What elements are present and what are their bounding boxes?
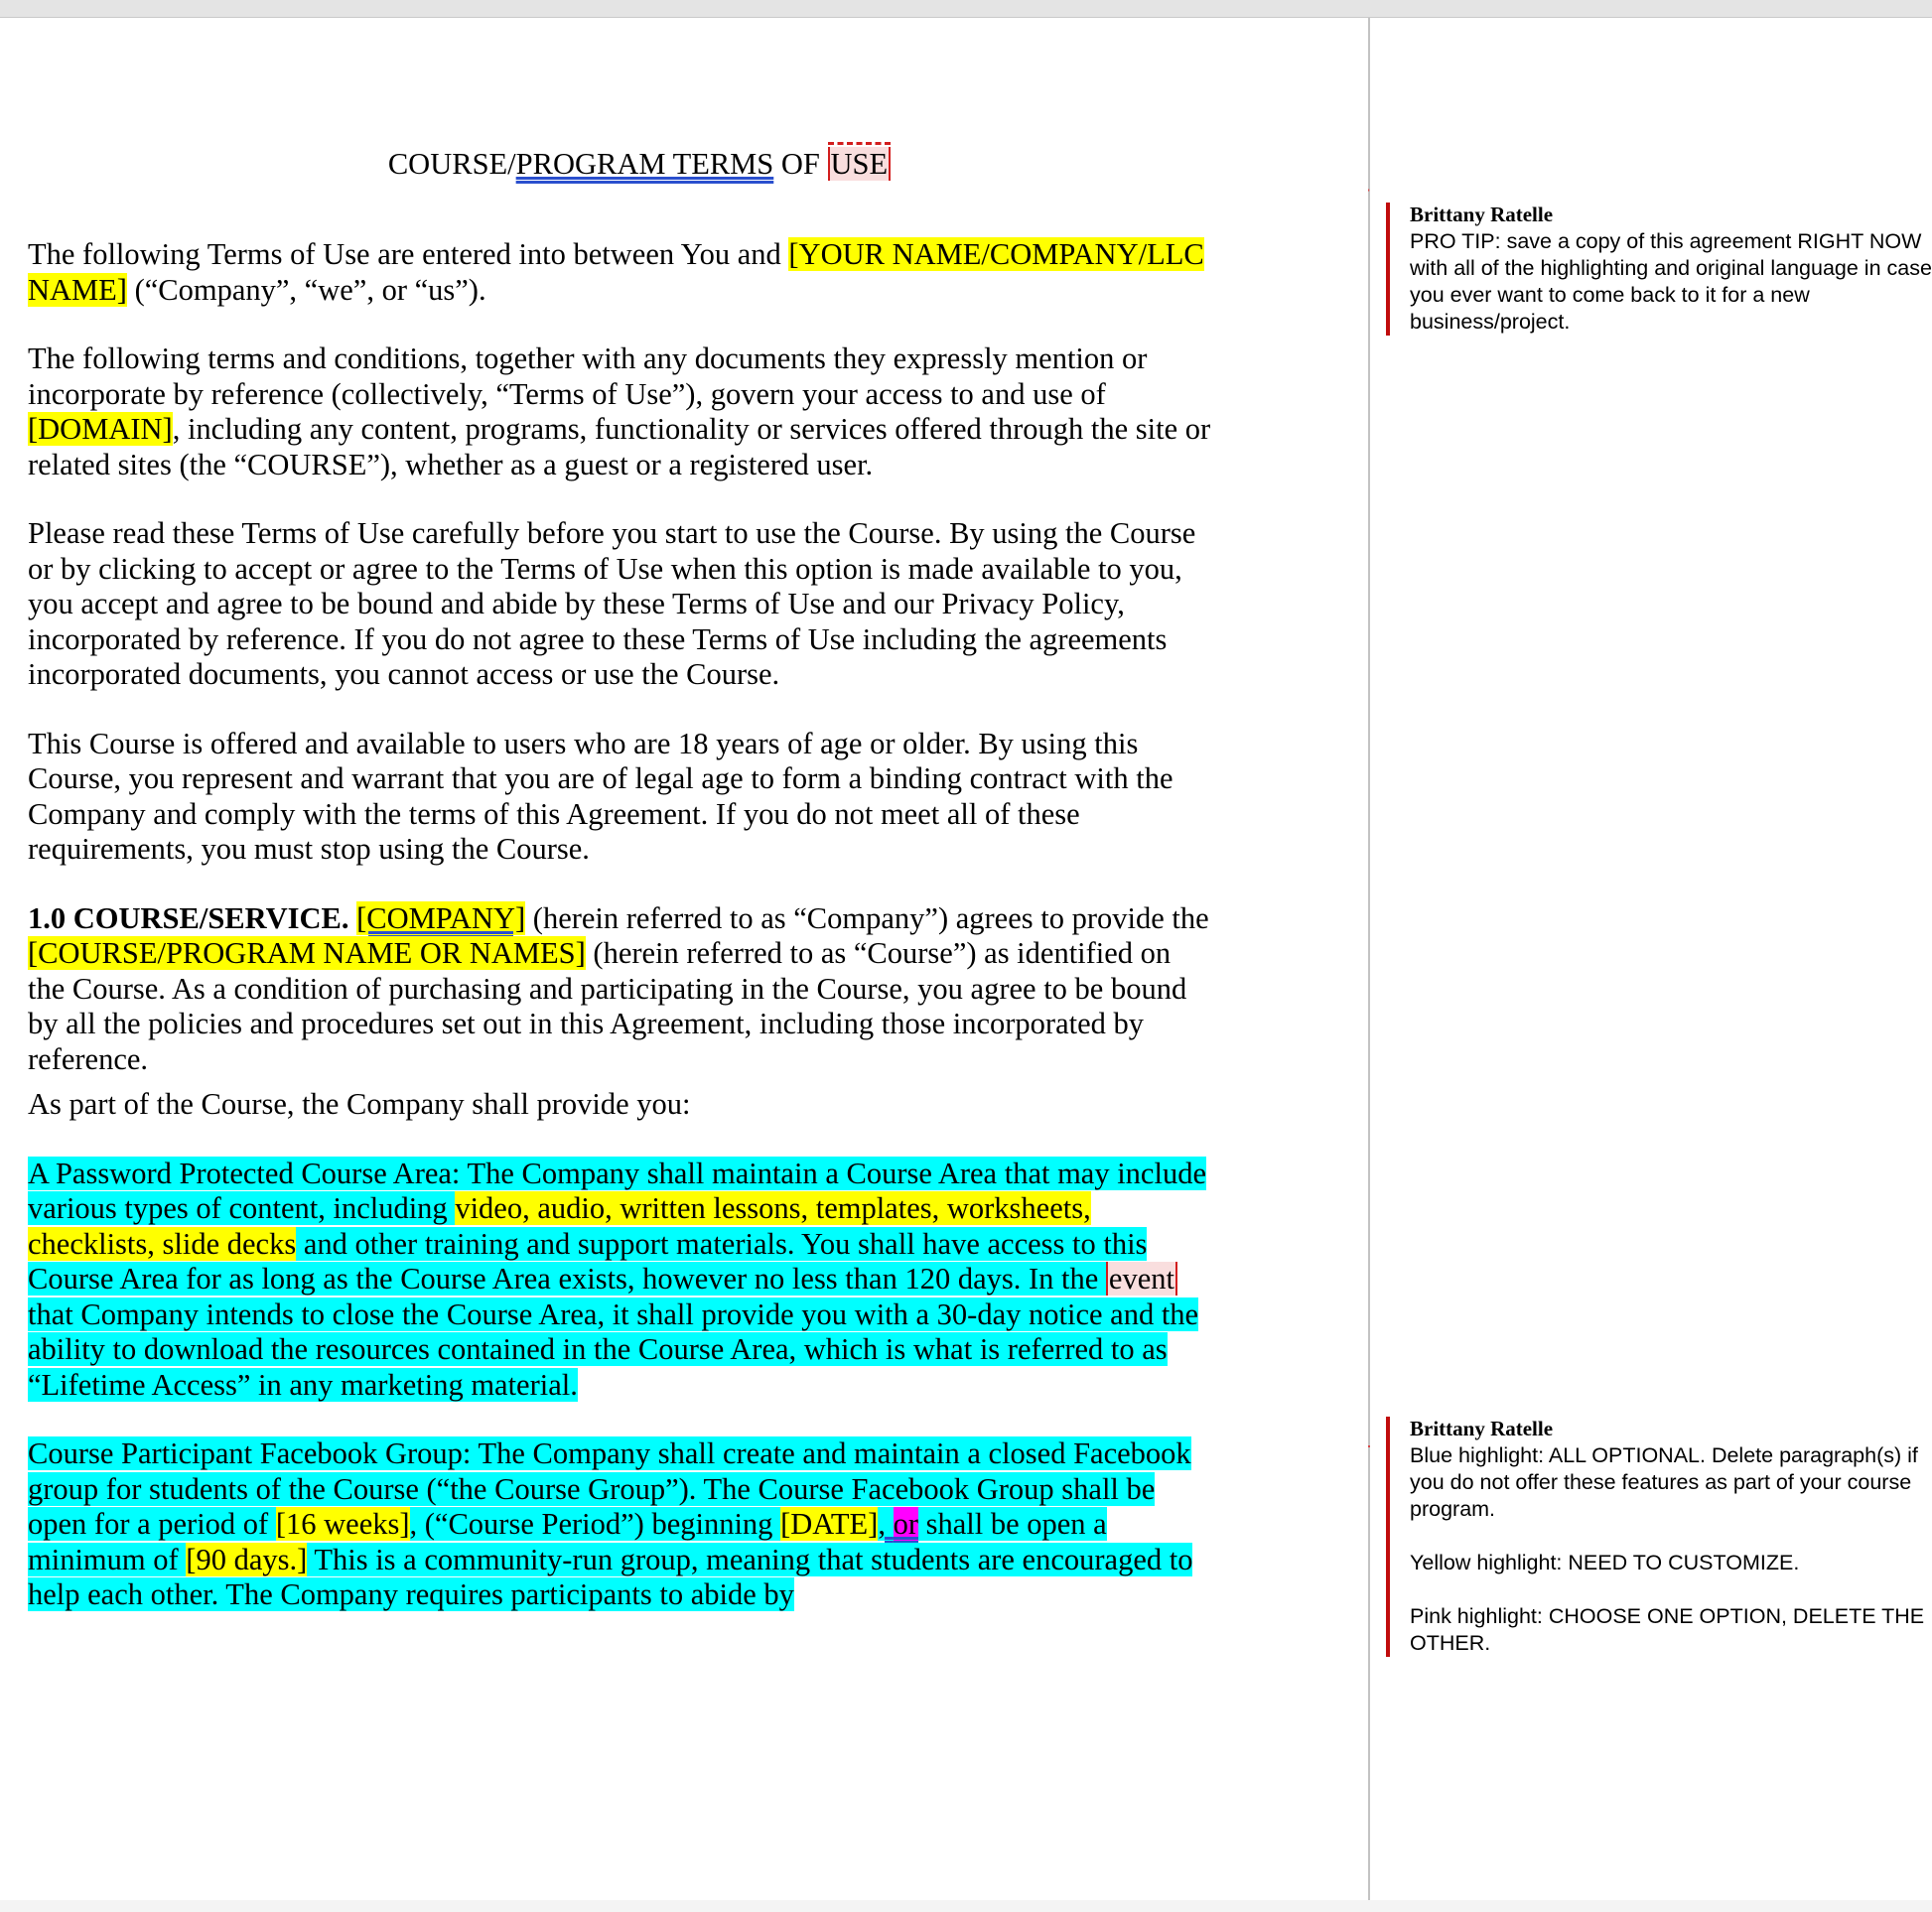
comment-anchor-dash-top: [828, 142, 892, 145]
p7-cyan-lead: A Password Protected Course Area: The Company shall maintain a Course Area that may include various types of content, including: [28, 1156, 1206, 1225]
comment-paragraph-yellow: Yellow highlight: NEED TO CUSTOMIZE.: [1410, 1551, 1800, 1574]
window-bottom-chrome-strip: [0, 1900, 1932, 1912]
section-heading-1-0: 1.0 COURSE/SERVICE.: [28, 900, 349, 935]
title-segment-of: OF: [773, 147, 828, 181]
window-top-chrome-strip: [0, 0, 1932, 18]
placeholder-16-weeks: [16 weeks]: [275, 1507, 410, 1541]
para1-text-lead: The following Terms of Use are entered into between You and: [28, 237, 789, 271]
spacer: [348, 901, 356, 935]
placeholder-company: [COMPANY]: [356, 900, 526, 935]
paragraph-scope: [28, 341, 1215, 482]
paragraph-as-part-of-course: As part of the Course, the Company shall provide you:: [28, 1087, 691, 1121]
comment-paragraph-blue: Blue highlight: ALL OPTIONAL. Delete paragraph(s) if you do not offer these features as part of your course program.: [1410, 1443, 1918, 1521]
comment-body: [1410, 228, 1932, 336]
placeholder-90-days: [90 days.]: [186, 1542, 308, 1576]
placeholder-course-program-name: [COURSE/PROGRAM NAME OR NAMES]: [28, 936, 586, 970]
placeholder-date: [DATE]: [780, 1507, 879, 1541]
paragraph-facebook-group: [28, 1436, 1215, 1613]
paragraph-section-1-0: [28, 901, 1215, 1078]
comment-anchor-use[interactable]: [828, 147, 892, 181]
placeholder-domain: [DOMAIN]: [28, 412, 173, 446]
p7-cyan-mid: and other training and support materials. You shall have access to this Course Area for as long as the Course Area exists, however no less than 120 days. In the: [28, 1226, 1148, 1296]
document-page: [0, 18, 1368, 1900]
p8-comma-underlined: ,: [878, 1507, 894, 1541]
title-segment-program-terms: PROGRAM TERMS: [515, 147, 774, 181]
paragraph-age-requirement: This Course is offered and available to users who are 18 years of age or older. By using this Course, you represent and warrant that you are of legal age to form a binding contract with the Company and comply with the terms of this Agreement. If you do not meet all of these requirements, you must stop using the Course.: [28, 726, 1173, 866]
paragraph-please-read: Please read these Terms of Use carefully before you start to use the Course. By using the Course or by clicking to accept or agree to the Terms of Use when this option is made available to you, you accept and agree to be bound and abide by these Terms of Use and our Privacy Policy, incorporated by reference. If you do not agree to these Terms of Use including the agreements incorporated documents, you cannot access or use the Course.: [28, 516, 1196, 691]
comment-paragraph-pink: Pink highlight: CHOOSE ONE OPTION, DELETE THE OTHER.: [1410, 1604, 1925, 1655]
comments-pane: [1370, 18, 1932, 1900]
para1-text-tail: (“Company”, “we”, or “us”).: [126, 272, 486, 307]
para2-text-lead: The following terms and conditions, together with any documents they expressly mention or incorporate by reference (collectively, “Terms of Use”), govern your access to and use of: [28, 341, 1148, 411]
title-segment-course: COURSE/: [387, 147, 516, 181]
comment-author-name: Brittany Ratelle: [1410, 203, 1554, 226]
p7-anchored-word: event: [1108, 1262, 1174, 1296]
paragraph-password-protected-course-area: [28, 1157, 1215, 1404]
p8-cyan-tail: This is a community-run group, meaning that students are encouraged to help each other. The Company requires participants to abide by: [28, 1542, 1193, 1611]
placeholder-content-types: video, audio, written lessons, templates, worksheets, checklists, slide decks: [28, 1191, 1091, 1261]
p8-cyan-lead: Course Participant Facebook Group: The Company shall create and maintain a closed Facebook group for students of the Course (“the Course Group”). The Course Facebook Group shall be open for a period of: [28, 1436, 1191, 1541]
paragraph-parties: [28, 237, 1215, 308]
placeholder-your-name-company: [YOUR NAME/COMPANY/LLC NAME]: [28, 237, 1204, 307]
p8-cyan-mid2: shall be open a minimum of: [28, 1507, 1107, 1576]
comment-body: [1410, 1442, 1932, 1657]
comment-card-2[interactable]: [1386, 1417, 1932, 1657]
p7-cyan-tail: that Company intends to close the Course Area, it shall provide you with a 30-day notice and the ability to download the resources contained in the Course Area, which is what is referred to as “Lifetime Access” in any marketing material.: [28, 1297, 1199, 1402]
para2-text-tail: , including any content, programs, functionality or services offered through the site or related sites (the “COURSE”), whether as a guest or a registered user.: [28, 412, 1211, 481]
para5-text-mid: (herein referred to as “Company”) agrees to provide the: [525, 900, 1209, 935]
comment-anchor-event[interactable]: [1106, 1262, 1177, 1296]
document-title: [28, 147, 1215, 182]
title-segment-use: USE: [830, 147, 889, 181]
comment-author-name: Brittany Ratelle: [1410, 1417, 1554, 1440]
document-body: [28, 147, 1215, 1647]
option-connector-or: or: [893, 1507, 918, 1541]
comment-card-1[interactable]: [1386, 203, 1932, 336]
comment-paragraph: PRO TIP: save a copy of this agreement RIGHT NOW with all of the highlighting and original language in case you ever want to come back to it for a new business/project.: [1410, 229, 1932, 334]
para5-text-tail: (herein referred to as “Course”) as identified on the Course. As a condition of purchasing and participating in the Course, you agree to be bound by all the policies and procedures set out in this Agreement, including those incorporated by reference.: [28, 936, 1187, 1076]
p8-cyan-mid1: , (“Course Period”) beginning: [409, 1507, 781, 1541]
